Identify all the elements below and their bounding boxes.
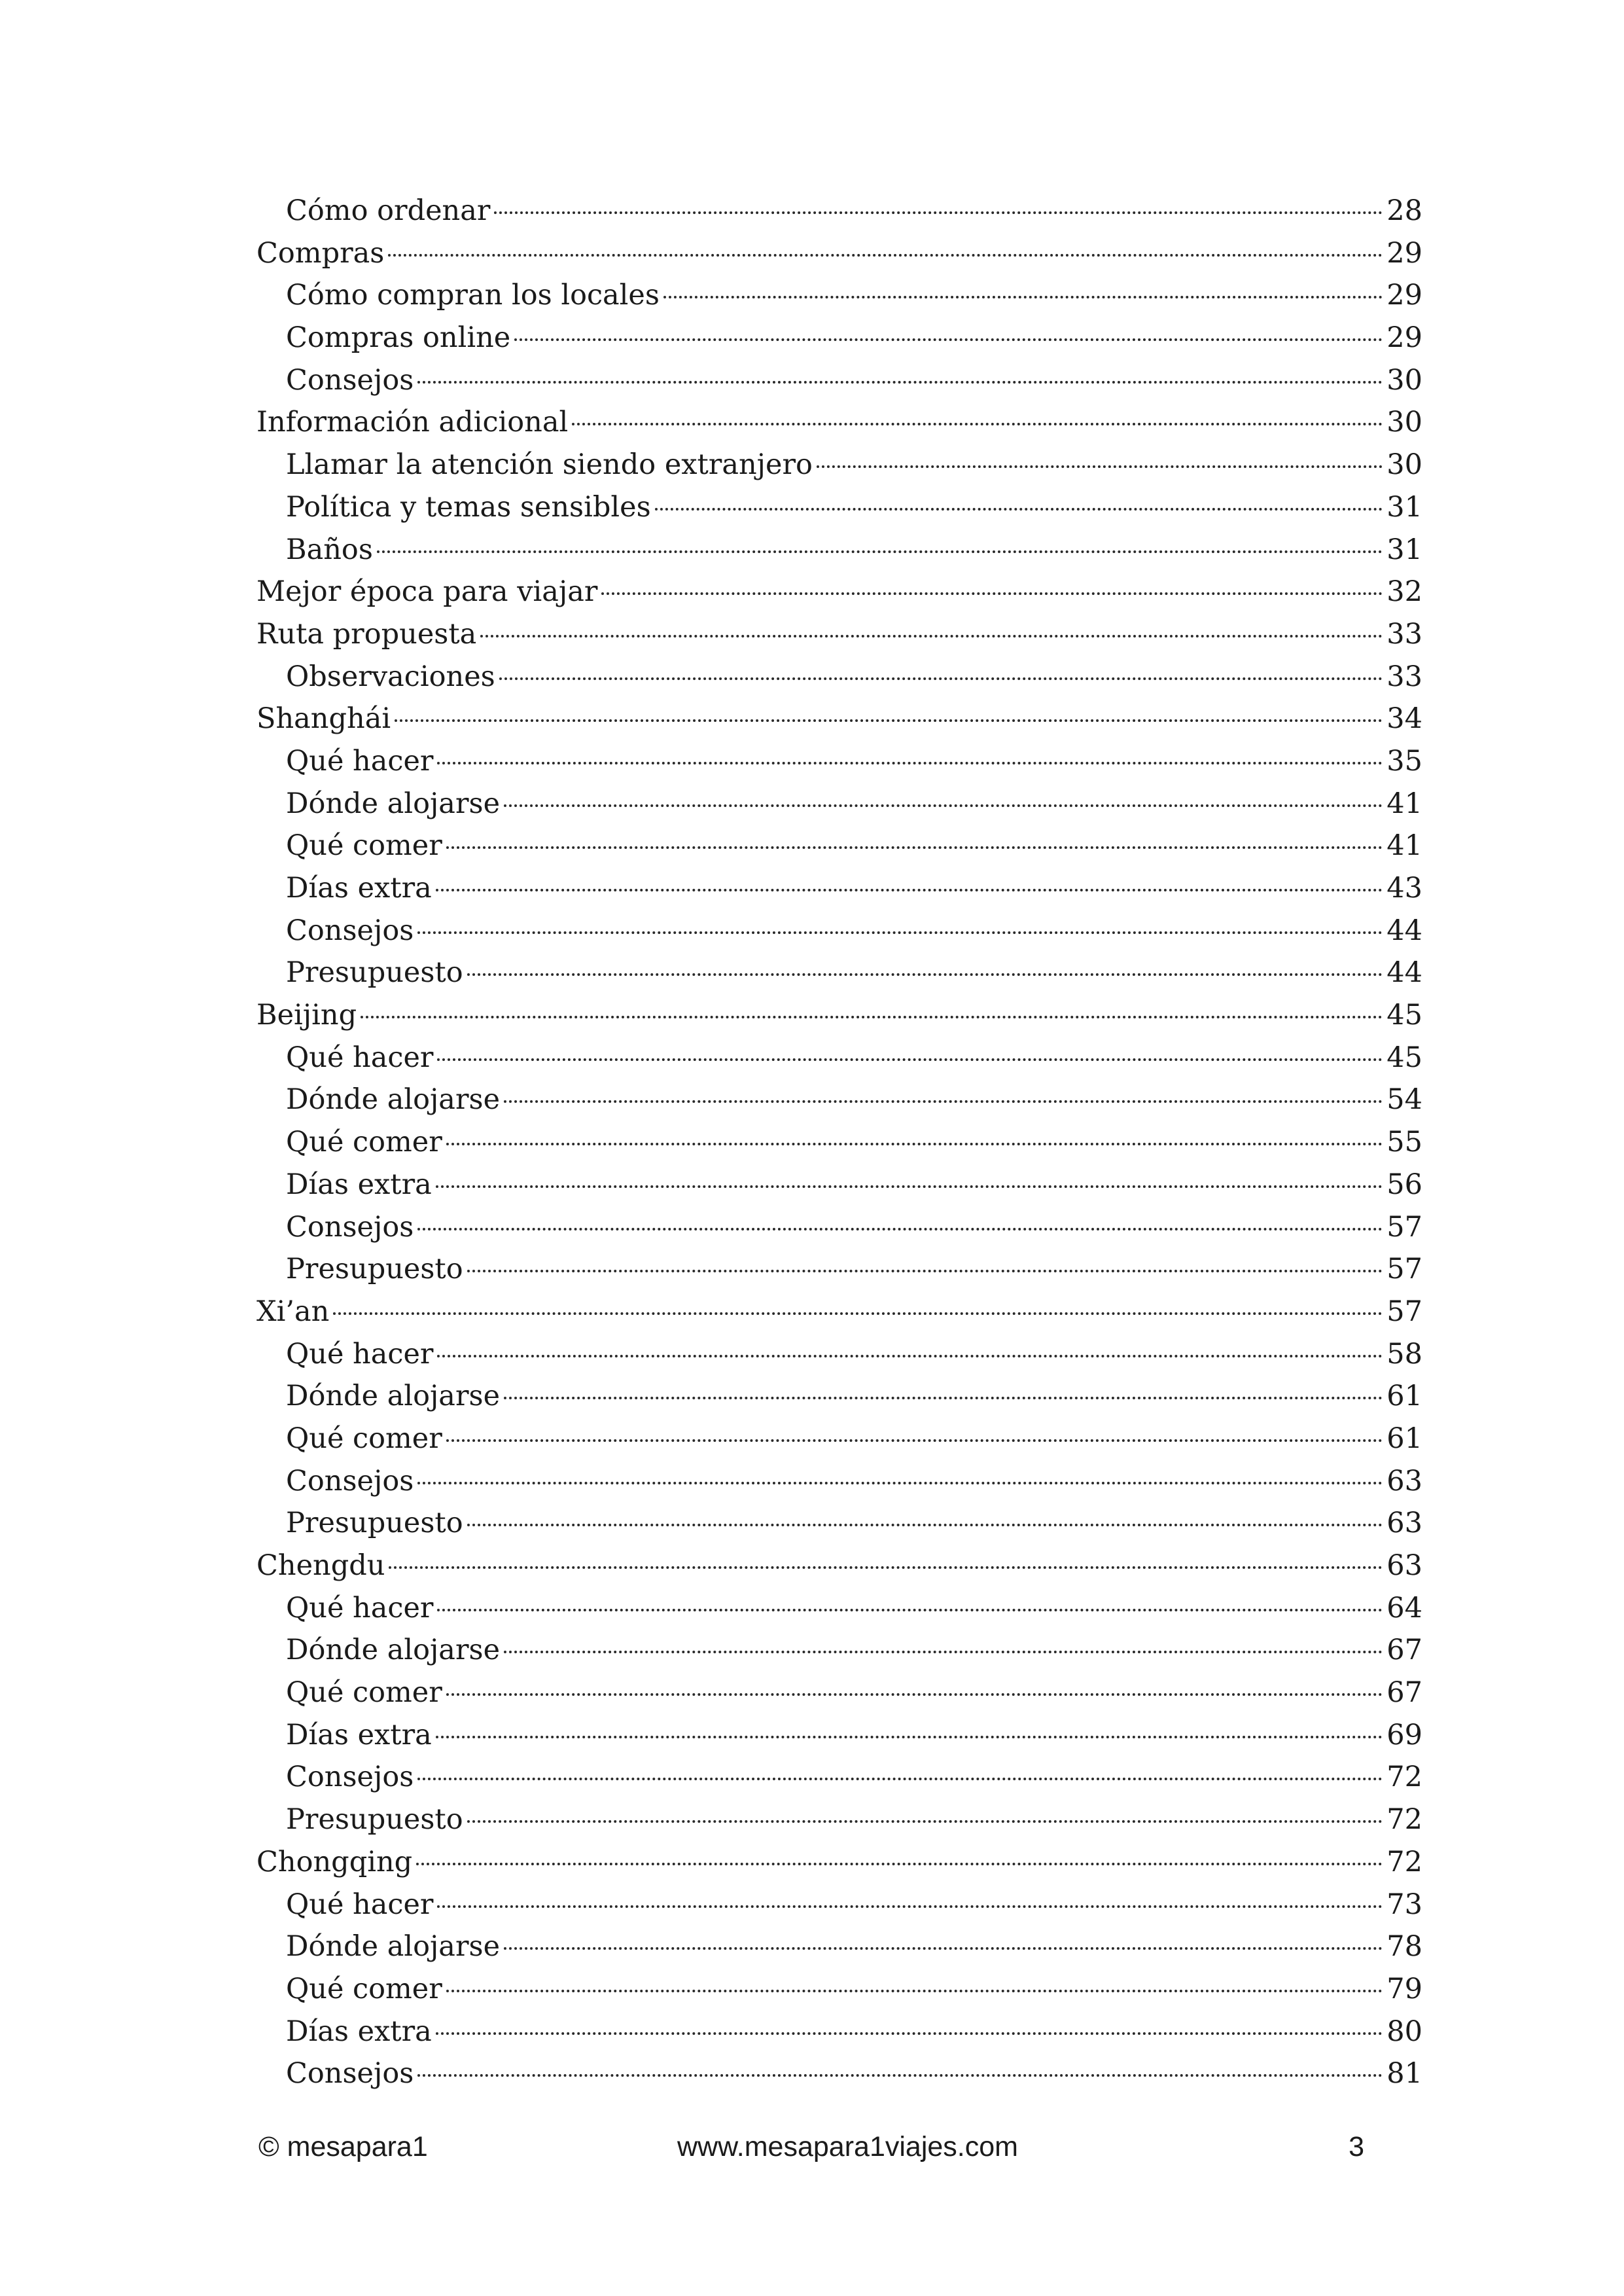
toc-dot-leader — [514, 338, 1383, 341]
toc-entry-title: Consejos — [286, 2057, 414, 2090]
toc-entry-page-number: 29 — [1386, 321, 1422, 355]
toc-entry-title: Consejos — [286, 1464, 414, 1498]
toc-entry-page-number: 55 — [1386, 1126, 1422, 1159]
toc-dot-leader — [499, 677, 1383, 680]
toc-section-entry[interactable] — [256, 994, 1422, 1037]
toc-entry-page-number: 72 — [1386, 1845, 1422, 1878]
toc-dot-leader — [437, 1905, 1383, 1908]
toc-subsection-entry[interactable] — [256, 1460, 1422, 1503]
toc-entry-page-number: 56 — [1386, 1168, 1422, 1201]
toc-entry-page-number: 61 — [1386, 1380, 1422, 1413]
toc-subsection-entry[interactable] — [256, 1799, 1422, 1841]
toc-dot-leader — [333, 1312, 1383, 1315]
toc-entry-title: Qué hacer — [286, 744, 434, 778]
toc-dot-leader — [436, 1736, 1383, 1738]
toc-entry-title: Dónde alojarse — [286, 1930, 501, 1964]
toc-dot-leader — [467, 1270, 1383, 1272]
toc-subsection-entry[interactable] — [256, 317, 1422, 359]
toc-subsection-entry[interactable] — [256, 1587, 1422, 1630]
toc-entry-page-number: 33 — [1386, 660, 1422, 693]
toc-entry-page-number: 63 — [1386, 1549, 1422, 1582]
toc-subsection-entry[interactable] — [256, 910, 1422, 952]
toc-entry-page-number: 33 — [1386, 617, 1422, 651]
toc-entry-page-number: 29 — [1386, 279, 1422, 312]
toc-dot-leader — [437, 1058, 1383, 1061]
toc-dot-leader — [817, 465, 1383, 468]
toc-dot-leader — [446, 1143, 1383, 1145]
toc-dot-leader — [437, 1355, 1383, 1357]
toc-section-entry[interactable] — [256, 1545, 1422, 1587]
toc-dot-leader — [504, 1397, 1383, 1399]
toc-entry-title: Ruta propuesta — [256, 617, 477, 651]
toc-section-entry[interactable] — [256, 613, 1422, 656]
toc-section-entry[interactable] — [256, 1841, 1422, 1884]
toc-entry-page-number: 80 — [1386, 2015, 1422, 2048]
toc-entry-page-number: 63 — [1386, 1507, 1422, 1540]
toc-entry-page-number: 67 — [1386, 1634, 1422, 1667]
toc-subsection-entry[interactable] — [256, 444, 1422, 486]
toc-subsection-entry[interactable] — [256, 825, 1422, 867]
toc-entry-page-number: 63 — [1386, 1464, 1422, 1498]
toc-entry-title: Días extra — [286, 1168, 432, 1201]
toc-entry-title: Consejos — [286, 1210, 414, 1244]
footer-page-number: 3 — [1349, 2131, 1364, 2162]
toc-subsection-entry[interactable] — [256, 359, 1422, 402]
toc-section-entry[interactable] — [256, 698, 1422, 740]
toc-entry-page-number: 64 — [1386, 1591, 1422, 1624]
toc-dot-leader — [467, 1820, 1383, 1823]
toc-entry-page-number: 69 — [1386, 1718, 1422, 1751]
toc-entry-page-number: 34 — [1386, 702, 1422, 736]
toc-entry-title: Qué comer — [286, 1972, 442, 2005]
toc-entry-title: Compras — [256, 236, 385, 270]
toc-entry-title: Dónde alojarse — [286, 787, 501, 820]
toc-entry-page-number: 44 — [1386, 956, 1422, 990]
toc-section-entry[interactable] — [256, 232, 1422, 275]
toc-entry-title: Qué comer — [286, 829, 442, 863]
toc-dot-leader — [572, 423, 1383, 425]
toc-dot-leader — [361, 1016, 1383, 1018]
footer-website-link[interactable]: www.mesapara1viajes.com — [677, 2131, 1018, 2162]
toc-subsection-entry[interactable] — [256, 1926, 1422, 1968]
toc-entry-page-number: 32 — [1386, 575, 1422, 609]
toc-entry-page-number: 31 — [1386, 533, 1422, 566]
toc-dot-leader — [663, 296, 1383, 298]
toc-entry-page-number: 54 — [1386, 1083, 1422, 1117]
toc-entry-title: Qué hacer — [286, 1888, 434, 1921]
toc-entry-title: Chongqing — [256, 1845, 413, 1878]
toc-subsection-entry[interactable] — [256, 1079, 1422, 1121]
toc-entry-title: Cómo compran los locales — [286, 279, 660, 312]
toc-subsection-entry[interactable] — [256, 190, 1422, 232]
toc-subsection-entry[interactable] — [256, 740, 1422, 783]
toc-entry-title: Qué comer — [286, 1676, 442, 1710]
toc-entry-title: Días extra — [286, 2015, 432, 2048]
toc-subsection-entry[interactable] — [256, 274, 1422, 317]
toc-entry-title: Consejos — [286, 363, 414, 397]
table-of-contents — [256, 190, 1422, 2095]
toc-entry-title: Consejos — [286, 914, 414, 947]
toc-entry-title: Qué hacer — [286, 1591, 434, 1624]
toc-subsection-entry[interactable] — [256, 1206, 1422, 1249]
toc-entry-page-number: 81 — [1386, 2057, 1422, 2090]
toc-dot-leader — [417, 1482, 1383, 1484]
toc-dot-leader — [504, 1651, 1383, 1653]
toc-subsection-entry[interactable] — [256, 1333, 1422, 1376]
toc-entry-page-number: 57 — [1386, 1210, 1422, 1244]
toc-dot-leader — [446, 1693, 1383, 1696]
toc-subsection-entry[interactable] — [256, 1502, 1422, 1545]
toc-entry-title: Mejor época para viajar — [256, 575, 598, 609]
toc-entry-page-number: 30 — [1386, 363, 1422, 397]
toc-entry-page-number: 57 — [1386, 1253, 1422, 1286]
toc-section-entry[interactable] — [256, 571, 1422, 613]
toc-entry-page-number: 45 — [1386, 1041, 1422, 1074]
toc-subsection-entry[interactable] — [256, 1037, 1422, 1079]
toc-dot-leader — [389, 1566, 1383, 1569]
toc-subsection-entry[interactable] — [256, 1375, 1422, 1418]
toc-entry-title: Observaciones — [286, 660, 495, 693]
toc-entry-page-number: 72 — [1386, 1761, 1422, 1794]
toc-subsection-entry[interactable] — [256, 1629, 1422, 1672]
toc-dot-leader — [436, 889, 1383, 891]
toc-subsection-entry[interactable] — [256, 2053, 1422, 2095]
toc-dot-leader — [480, 635, 1383, 637]
toc-dot-leader — [417, 931, 1383, 934]
toc-entry-title: Cómo ordenar — [286, 194, 491, 227]
toc-entry-page-number: 78 — [1386, 1930, 1422, 1964]
toc-subsection-entry[interactable] — [256, 1672, 1422, 1714]
toc-dot-leader — [467, 973, 1383, 976]
toc-dot-leader — [437, 762, 1383, 764]
toc-entry-page-number: 72 — [1386, 1803, 1422, 1837]
toc-dot-leader — [467, 1524, 1383, 1526]
toc-dot-leader — [417, 1778, 1383, 1780]
toc-entry-title: Consejos — [286, 1761, 414, 1794]
toc-dot-leader — [416, 1863, 1383, 1865]
toc-entry-page-number: 79 — [1386, 1972, 1422, 2005]
toc-entry-title: Xi’an — [256, 1295, 330, 1328]
toc-subsection-entry[interactable] — [256, 783, 1422, 825]
toc-entry-title: Presupuesto — [286, 1253, 463, 1286]
toc-dot-leader — [494, 211, 1383, 214]
toc-entry-title: Presupuesto — [286, 956, 463, 990]
toc-subsection-entry[interactable] — [256, 529, 1422, 571]
toc-entry-title: Dónde alojarse — [286, 1083, 501, 1117]
toc-dot-leader — [504, 804, 1383, 807]
toc-section-entry[interactable] — [256, 1291, 1422, 1333]
toc-entry-page-number: 30 — [1386, 406, 1422, 439]
toc-subsection-entry[interactable] — [256, 1418, 1422, 1460]
toc-entry-page-number: 58 — [1386, 1337, 1422, 1371]
toc-dot-leader — [436, 1185, 1383, 1188]
toc-dot-leader — [446, 1439, 1383, 1442]
toc-subsection-entry[interactable] — [256, 1756, 1422, 1799]
toc-dot-leader — [377, 550, 1383, 553]
toc-subsection-entry[interactable] — [256, 1884, 1422, 1926]
toc-entry-page-number: 41 — [1386, 829, 1422, 863]
toc-dot-leader — [655, 508, 1383, 511]
toc-entry-page-number: 43 — [1386, 872, 1422, 905]
toc-section-entry[interactable] — [256, 401, 1422, 444]
page-footer — [258, 2127, 1364, 2166]
toc-subsection-entry[interactable] — [256, 656, 1422, 698]
toc-subsection-entry[interactable] — [256, 486, 1422, 529]
toc-entry-title: Shanghái — [256, 702, 391, 736]
toc-entry-title: Beijing — [256, 999, 357, 1032]
toc-entry-page-number: 57 — [1386, 1295, 1422, 1328]
toc-dot-leader — [388, 254, 1383, 257]
toc-dot-leader — [504, 1100, 1383, 1103]
toc-dot-leader — [395, 719, 1383, 722]
toc-entry-title: Llamar la atención siendo extranjero — [286, 448, 813, 482]
toc-entry-page-number: 35 — [1386, 744, 1422, 778]
toc-entry-page-number: 28 — [1386, 194, 1422, 227]
toc-entry-title: Qué comer — [286, 1422, 442, 1455]
toc-entry-title: Compras online — [286, 321, 511, 355]
toc-entry-page-number: 31 — [1386, 490, 1422, 524]
toc-entry-page-number: 29 — [1386, 236, 1422, 270]
toc-entry-title: Días extra — [286, 1718, 432, 1751]
toc-dot-leader — [436, 2032, 1383, 2035]
toc-dot-leader — [417, 381, 1383, 384]
toc-dot-leader — [437, 1609, 1383, 1611]
toc-dot-leader — [504, 1947, 1383, 1950]
toc-dot-leader — [601, 592, 1383, 595]
toc-subsection-entry[interactable] — [256, 1121, 1422, 1164]
toc-entry-page-number: 44 — [1386, 914, 1422, 947]
toc-subsection-entry[interactable] — [256, 1164, 1422, 1206]
toc-dot-leader — [446, 1990, 1383, 1992]
toc-entry-page-number: 67 — [1386, 1676, 1422, 1710]
toc-entry-title: Presupuesto — [286, 1803, 463, 1837]
toc-entry-page-number: 30 — [1386, 448, 1422, 482]
toc-entry-title: Presupuesto — [286, 1507, 463, 1540]
toc-dot-leader — [417, 1228, 1383, 1230]
toc-entry-title: Qué comer — [286, 1126, 442, 1159]
toc-entry-page-number: 73 — [1386, 1888, 1422, 1921]
toc-entry-title: Chengdu — [256, 1549, 385, 1582]
toc-entry-title: Días extra — [286, 872, 432, 905]
toc-entry-page-number: 61 — [1386, 1422, 1422, 1455]
toc-entry-page-number: 41 — [1386, 787, 1422, 820]
toc-subsection-entry[interactable] — [256, 1248, 1422, 1291]
toc-entry-title: Información adicional — [256, 406, 569, 439]
toc-entry-title: Política y temas sensibles — [286, 490, 651, 524]
toc-entry-title: Dónde alojarse — [286, 1634, 501, 1667]
toc-subsection-entry[interactable] — [256, 2011, 1422, 2053]
toc-entry-title: Qué hacer — [286, 1041, 434, 1074]
toc-entry-title: Baños — [286, 533, 373, 566]
toc-subsection-entry[interactable] — [256, 1968, 1422, 2011]
toc-subsection-entry[interactable] — [256, 867, 1422, 910]
toc-entry-title: Dónde alojarse — [286, 1380, 501, 1413]
toc-dot-leader — [417, 2074, 1383, 2077]
toc-entry-page-number: 45 — [1386, 999, 1422, 1032]
toc-entry-title: Qué hacer — [286, 1337, 434, 1371]
toc-subsection-entry[interactable] — [256, 952, 1422, 994]
toc-dot-leader — [446, 846, 1383, 849]
toc-subsection-entry[interactable] — [256, 1714, 1422, 1757]
footer-copyright: © mesapara1 — [258, 2131, 428, 2162]
